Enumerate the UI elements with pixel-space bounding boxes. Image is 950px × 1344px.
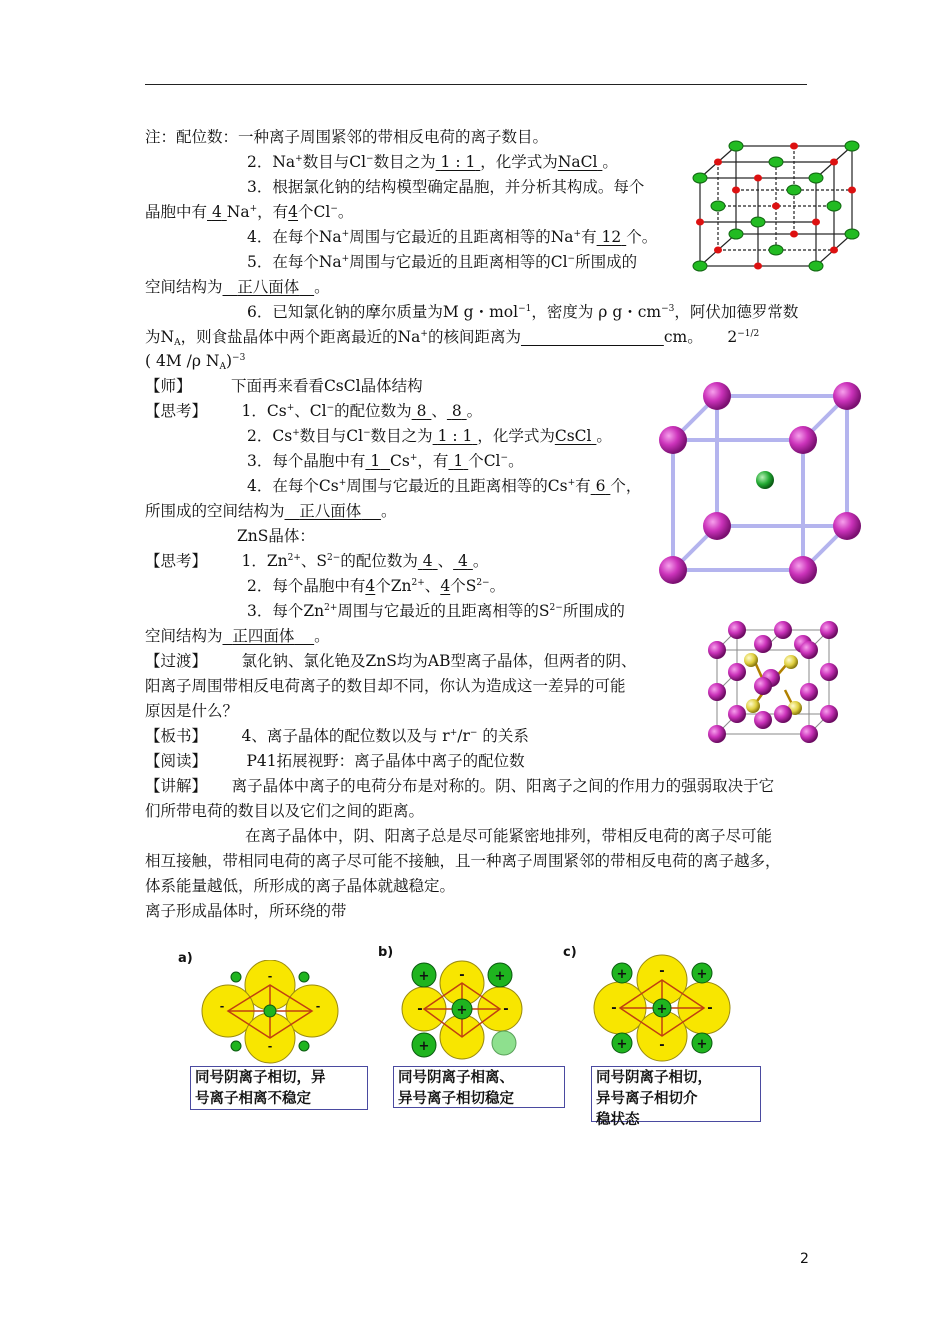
explain-l5: 体系能量越低，所形成的离子晶体就越稳定。: [145, 877, 456, 895]
transition-l2: 阳离子周围带相反电荷离子的数目却不同，你认为造成这一差异的可能: [145, 677, 626, 695]
zns-q1: 【思考】 1．$Zn^{2+}$、$S^{2-}$的配位数为 4 、 4 。: [145, 552, 489, 570]
board-line: 【板书】 4、离子晶体的配位数以及与 r+/r− 的关系: [145, 727, 529, 745]
nacl-q6b: 为$N_A$，则食盐晶体中两个距离最近的Na+的核间距离为 cm。 $2^{-1/2}$: [145, 328, 760, 348]
page-number: 2: [800, 1251, 809, 1267]
transition-l3: 原因是什么？: [145, 702, 239, 720]
svg-text:-: -: [707, 1001, 713, 1016]
svg-text:-: -: [611, 1001, 617, 1016]
svg-text:-: -: [219, 1000, 225, 1013]
svg-text:+: +: [418, 1039, 430, 1054]
svg-text:-: -: [459, 968, 465, 983]
figure-c-caption: 同号阴离子相切， 异号离子相切介 稳状态: [591, 1066, 761, 1122]
zns-q3b: 空间结构为 正四面体 。: [145, 627, 330, 645]
explain-l1: 【讲解】 离子晶体中离子的电荷分布是对称的。阴、阳离子之间的作用力的强弱取决于它: [145, 777, 775, 795]
cscl-q4b: 所围成的空间结构为 正八面体 。: [145, 502, 397, 520]
cscl-teacher: 【师】 下面再来看看CsCl晶体结构: [145, 377, 423, 395]
cscl-q2: 2．Cs+数目与Cl−数目之为 1 : 1 ，化学式为CsCl 。: [247, 427, 612, 445]
transition-l1: 【过渡】 氯化钠、氯化铯及ZnS均为AB型离子晶体，但两者的阴、: [145, 652, 637, 670]
explain-l6: 离子形成晶体时，所环绕的带: [145, 902, 347, 920]
svg-text:+: +: [418, 969, 430, 984]
header-rule: [145, 84, 807, 85]
nacl-q5a: 5．在每个Na+周围与它最近的且距离相等的Cl−所围成的: [247, 253, 638, 271]
svg-text:+: +: [696, 1037, 708, 1052]
explain-l3: 在离子晶体中，阴、阳离子总是尽可能紧密地排列，带相反电荷的离子尽可能: [245, 827, 773, 845]
reading-line: 【阅读】 P41拓展视野：离子晶体中离子的配位数: [145, 752, 525, 770]
nacl-q6a: 6．已知氯化钠的摩尔质量为M g・mol$^{-1}$，密度为 ρ g・$cm^{-3}$，阿伏加德罗常数: [247, 303, 799, 321]
zns-q2: 2．每个晶胞中有4个$Zn^{2+}$、4个$S^{2-}$。: [247, 577, 506, 595]
svg-text:-: -: [267, 1040, 273, 1053]
note-line: 注：配位数：一种离子周围紧邻的带相反电荷的离子数目。: [145, 128, 549, 146]
figure-c-label: c): [563, 945, 577, 960]
zns-q3a: 3．每个$Zn^{2+}$周围与它最近的且距离相等的$S^{2-}$所围成的: [247, 602, 625, 620]
cscl-q4a: 4．在每个Cs+周围与它最近的且距离相等的Cs+有 6 个，: [247, 477, 642, 495]
cscl-q1: 【思考】 1．Cs+、Cl−的配位数为 8 、 8 。: [145, 402, 483, 420]
figure-c-diagram: [588, 953, 738, 1065]
svg-text:-: -: [417, 1002, 423, 1017]
figure-a-label: a): [178, 951, 193, 966]
figure-b-caption: 同号阴离子相离、 异号离子相切稳定: [393, 1066, 565, 1108]
explain-l2: 们所带电荷的数目以及它们之间的距离。: [145, 802, 425, 820]
plus-sign: +: [456, 1003, 468, 1018]
figure-b-label: b): [378, 945, 394, 960]
figure-b-diagram: [390, 955, 530, 1065]
nacl-q3b: 晶胞中有 4 Na+，有4个Cl−。: [145, 203, 354, 221]
svg-text:+: +: [616, 1037, 628, 1052]
figure-a-diagram: [200, 960, 340, 1064]
figure-a-caption: 同号阴离子相切，异 号离子相离不稳定: [190, 1066, 368, 1110]
svg-text:+: +: [656, 1002, 668, 1017]
nacl-lattice-figure: [688, 138, 866, 276]
explain-l4: 相互接触，带相同电荷的离子尽可能不接触，且一种离子周围紧邻的带相反电荷的离子越多，: [145, 852, 781, 870]
cscl-q3: 3．每个晶胞中有 1 Cs+，有 1 个Cl−。: [247, 452, 524, 470]
svg-text:-: -: [659, 1038, 665, 1053]
nacl-q5b: 空间结构为 正八面体 。: [145, 278, 330, 296]
svg-text:-: -: [315, 1000, 321, 1013]
svg-text:+: +: [696, 967, 708, 982]
nacl-q3a: 3．根据氯化钠的结构模型确定晶胞，并分析其构成。每个: [247, 178, 645, 196]
nacl-q4: 4．在每个Na+周围与它最近的且距离相等的Na+有 12 个。: [247, 228, 658, 246]
zns-lattice-figure: [703, 620, 843, 744]
cscl-cube-figure: [655, 378, 865, 588]
zns-title: ZnS晶体：: [237, 527, 315, 545]
nacl-q2: 2．Na+数目与Cl−数目之为 1 : 1 ，化学式为NaCl 。: [247, 153, 618, 171]
minus-sign: -: [267, 970, 273, 983]
svg-text:+: +: [494, 969, 506, 984]
svg-text:+: +: [616, 967, 628, 982]
svg-text:-: -: [659, 964, 665, 979]
nacl-q6c: ( 4M /ρ $N_A)^{-3}$: [145, 352, 246, 372]
svg-text:-: -: [503, 1002, 509, 1017]
